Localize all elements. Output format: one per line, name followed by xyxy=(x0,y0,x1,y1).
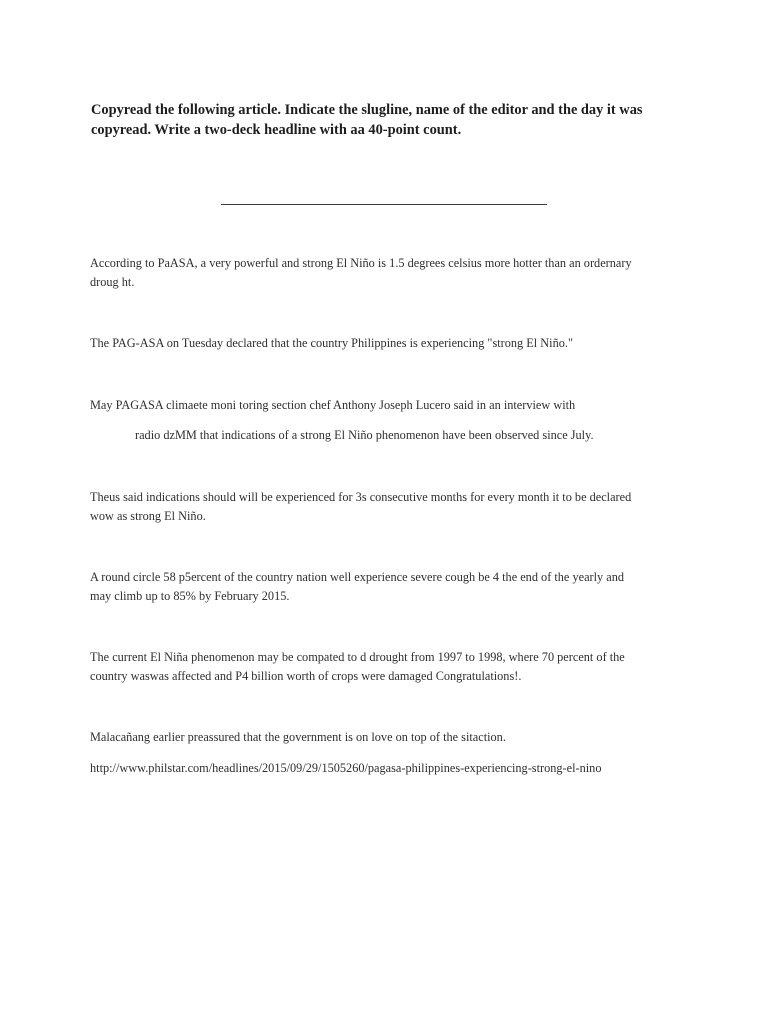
paragraph-line: According to PaASA, a very powerful and strong El Niño is 1.5 degrees celsius more hotter than an ordernary xyxy=(90,256,632,270)
article-paragraph-3 xyxy=(90,396,680,415)
article-paragraph-4 xyxy=(90,488,680,526)
paragraph-line: The PAG-ASA on Tuesday declared that the country Philippines is experiencing "strong El Niño." xyxy=(90,336,573,350)
paragraph-line: A round circle 58 p5ercent of the country nation well experience severe cough be 4 the end of the yearly and xyxy=(90,570,625,584)
article-paragraph-5 xyxy=(90,568,680,606)
paragraph-line: country waswas affected and P4 billion worth of crops were damaged Congratulations!. xyxy=(90,669,522,683)
source-url-text: http://www.philstar.com/headlines/2015/09/29/1505260/pagasa-philippines-experiencing-strong-el-nino xyxy=(90,761,602,775)
paragraph-line: Malacañang earlier preassured that the government is on love on top of the sitaction. xyxy=(90,730,506,744)
paragraph-line: May PAGASA climaete moni toring section chef Anthony Joseph Lucero said in an interview with xyxy=(90,398,576,412)
instructions-line-2: copyread. Write a two-deck headline with aa 40-point count. xyxy=(91,122,462,138)
instructions-text xyxy=(91,100,681,140)
headline-blank-line xyxy=(221,204,547,205)
article-paragraph-3-continued xyxy=(135,426,725,445)
article-paragraph-1 xyxy=(90,254,680,292)
paragraph-line: may climb up to 85% by February 2015. xyxy=(90,589,290,603)
instructions-line-1: Copyread the following article. Indicate the slugline, name of the editor and the day it was xyxy=(91,102,643,118)
article-paragraph-7 xyxy=(90,728,680,747)
paragraph-line: Theus said indications should will be experienced for 3s consecutive months for every month it to be declared xyxy=(90,490,632,504)
paragraph-line: wow as strong El Niño. xyxy=(90,509,206,523)
article-paragraph-2 xyxy=(90,334,680,353)
article-paragraph-6 xyxy=(90,648,680,686)
paragraph-line: droug ht. xyxy=(90,275,135,289)
paragraph-line: The current El Niña phenomenon may be compated to d drought from 1997 to 1998, where 70 percent of the xyxy=(90,650,625,664)
source-url xyxy=(90,759,680,778)
paragraph-line: radio dzMM that indications of a strong El Niño phenomenon have been observed since July. xyxy=(135,428,594,442)
